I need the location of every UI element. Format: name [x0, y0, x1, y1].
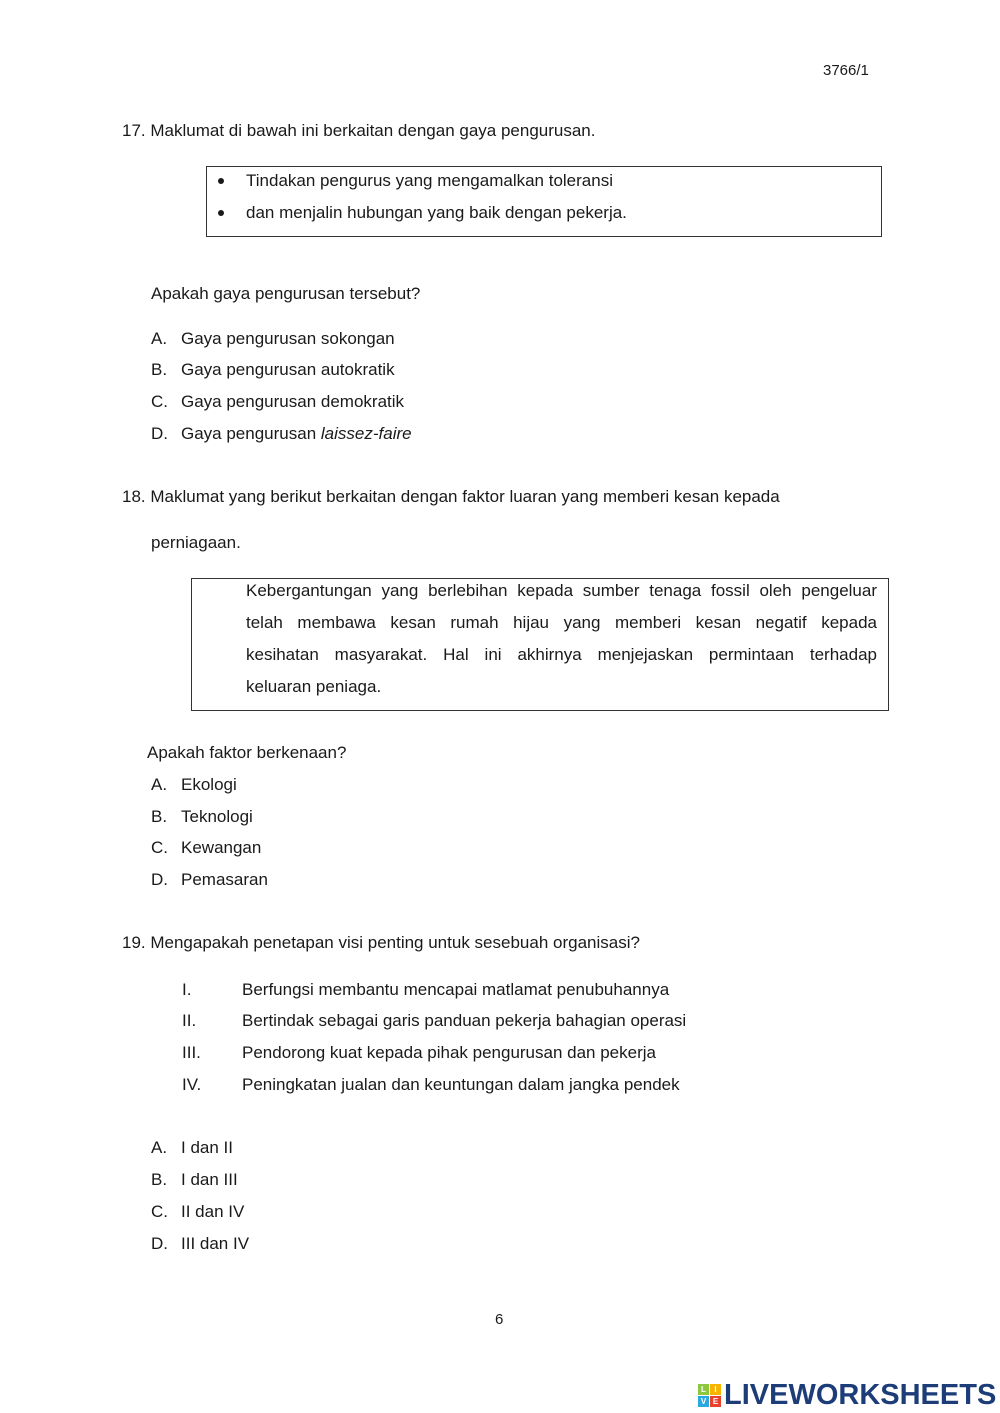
option-text[interactable]: Pemasaran: [181, 870, 268, 889]
option-text[interactable]: Kewangan: [181, 838, 262, 857]
question-17: 17. Maklumat di bawah ini berkaitan dengan gaya pengurusan.: [122, 121, 596, 140]
logo-tiles-icon: L I V E: [698, 1384, 721, 1407]
option-label[interactable]: B.: [151, 807, 168, 826]
option-text[interactable]: [181, 424, 412, 444]
statement-text: Pendorong kuat kepada pihak pengurusan dan pekerja: [242, 1043, 656, 1062]
passage-line: telah membawa kesan rumah hijau yang memberi kesan negatif kepada: [246, 613, 877, 632]
option-label[interactable]: A.: [151, 329, 168, 348]
question-18-cont: perniagaan.: [151, 533, 241, 552]
option-text[interactable]: Gaya pengurusan sokongan: [181, 329, 395, 348]
option-text[interactable]: Teknologi: [181, 807, 253, 826]
passage-line: kesihatan masyarakat. Hal ini akhirnya menjejaskan permintaan terhadap: [246, 645, 877, 664]
bullet-icon: [218, 210, 224, 216]
option-text[interactable]: III dan IV: [181, 1234, 250, 1253]
question-17-prompt: Apakah gaya pengurusan tersebut?: [151, 284, 421, 303]
option-text-italic: laissez-faire: [320, 424, 412, 443]
option-label[interactable]: C.: [151, 1202, 168, 1221]
option-label[interactable]: D.: [151, 1234, 168, 1253]
option-label[interactable]: B.: [151, 360, 168, 379]
option-text[interactable]: Gaya pengurusan demokratik: [181, 392, 405, 411]
option-text[interactable]: Ekologi: [181, 775, 237, 794]
statement-text: Peningkatan jualan dan keuntungan dalam jangka pendek: [242, 1075, 680, 1094]
statement-numeral: IV.: [182, 1075, 202, 1094]
option-label[interactable]: C.: [151, 838, 168, 857]
option-label[interactable]: D.: [151, 424, 168, 443]
option-text[interactable]: I dan III: [181, 1170, 238, 1189]
statement-text: Berfungsi membantu mencapai matlamat penubuhannya: [242, 980, 670, 999]
option-label[interactable]: A.: [151, 1138, 168, 1157]
page-number: 6: [495, 1311, 504, 1328]
option-text[interactable]: II dan IV: [181, 1202, 245, 1221]
option-label[interactable]: D.: [151, 870, 168, 889]
question-19: 19. Mengapakah penetapan visi penting untuk sesebuah organisasi?: [122, 933, 640, 952]
statement-numeral: II.: [182, 1011, 197, 1030]
question-18: 18. Maklumat yang berikut berkaitan dengan faktor luaran yang memberi kesan kepada: [122, 487, 780, 506]
passage-line: keluaran peniaga.: [246, 677, 382, 696]
passage-line: Kebergantungan yang berlebihan kepada sumber tenaga fossil oleh pengeluar: [246, 581, 877, 600]
liveworksheets-logo: [698, 1379, 996, 1412]
option-text-plain: Gaya pengurusan: [181, 424, 321, 443]
info-bullet: Tindakan pengurus yang mengamalkan toleransi: [246, 171, 613, 190]
info-bullet: dan menjalin hubungan yang baik dengan pekerja.: [246, 203, 627, 222]
question-18-prompt: Apakah faktor berkenaan?: [147, 743, 347, 762]
page-code: 3766/1: [823, 62, 869, 79]
option-text[interactable]: I dan II: [181, 1138, 233, 1157]
bullet-icon: [218, 178, 224, 184]
statement-numeral: III.: [182, 1043, 201, 1062]
option-label[interactable]: C.: [151, 392, 168, 411]
statement-numeral: I.: [182, 980, 192, 999]
option-text[interactable]: Gaya pengurusan autokratik: [181, 360, 395, 379]
statement-text: Bertindak sebagai garis panduan pekerja bahagian operasi: [242, 1011, 687, 1030]
logo-text: LIVEWORKSHEETS: [724, 1379, 997, 1411]
option-label[interactable]: A.: [151, 775, 168, 794]
option-label[interactable]: B.: [151, 1170, 168, 1189]
